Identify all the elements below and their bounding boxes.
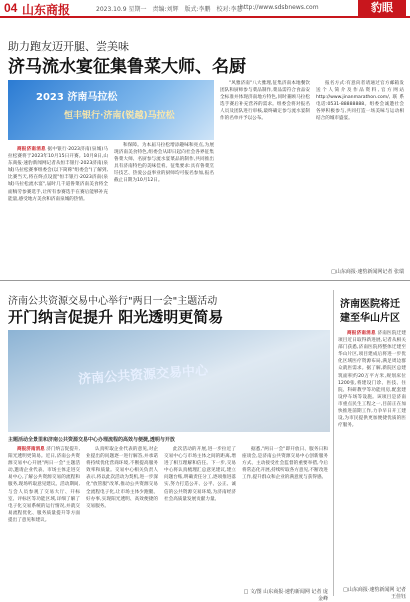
article1-text-col4: 报名方式:有意向者请通过官方邮箱发送个人简介及作品资料,官方网站http://www.jinanmarathon.com/,联系电话:0531-88888888。组委会诚邀社会各界积极参与,共同打造一场美味与运动相结合的城市盛宴。 [316,81,404,122]
article2-byline: □ 文/图 山东商报·速豹新闻网 记者 庞金峰 [243,589,328,602]
article1-title: 济马流水宴征集鲁菜大师、名厨 [8,57,246,77]
trading-center-photo [8,330,330,432]
article1-text-col2: 和保障。为本届马拉松增添趣味和亮点,为展现济南美食特色,组委会从即日起向社会各界征集鲁菜大师、名厨参与流水宴菜品的制作,共同推出具有济南特色的美味佳肴。征集要求:具有鲁菜烹饪技艺、热爱公益事业的厨师均可报名参加,报名截止日期为10月12日。 [114,143,214,184]
lead-tag-2: 商报济南消息 [17,447,45,452]
article2-text-col3: 此次活动的开展,进一步拉近了交易中心与市场主体之间的距离,增进了相互理解和信任。下一步,交易中心将认真梳理汇总意见建议,建立问题台账,明确责任分工,逐项推进落实,努力打造公开、公平、公正、诚信的公共资源交易环境,为济南经济社会高质量发展贡献力量。 [164,447,236,502]
header-url: http://www.sdsbnews.com [240,4,319,11]
article1-col4 [316,80,404,268]
photo-banner-text: 济南公共资源交易中心 [77,363,209,388]
section-label: 豹眼 [358,0,406,17]
photo-caption-text: 2023 济南马拉松 [36,92,118,103]
article2-title: 开门纳言促提升 阳光透明更简易 [8,308,224,326]
article2-col4 [242,446,328,586]
column-divider [333,290,334,596]
article2-text-col4: 据悉,"两日一会"即开放日、服务日和座谈会,是济南公共资源交易中心创新服务方式、主动接受社会监督的重要举措,今后将常态化开展,持续听取各方意见,不断改进工作,提升群众和企业的满意度与获得感。 [242,447,328,481]
lead-tag: 商报济南消息 [17,147,46,152]
article1-text-col1: 据中银行·2023济南(泉城)马拉松赛将于2023年10月15日开赛。10月8日,山东商报·速豹新闻网记者从恒丰银行·2023济南(泉城)马拉松赛事组委会(以下简称"组委会")了解到,比赛当天,将在终点设置"恒丰银行·2023济南(泉城)马拉松流水宴",届时几千道鲁菜济南美食将全面犒劳参赛选手,让所有参赛选手在赛后能够补充能量,感受地方美食和济南泉城的热情。 [8,147,108,202]
article2-subtitle: 济南公共资源交易中心举行"两日一会"主题活动 [8,296,218,307]
article1-byline: □山东商报·速豹新闻网记者 张瑞 [331,269,404,275]
photo-caption-text-2: 恒丰银行·济南(锐越)马拉松 [64,111,175,121]
article3-byline: □山东商报·速豹新闻网 记者 王佳钰 [343,587,406,600]
article1-col1 [8,146,108,274]
article2-col3 [164,446,236,596]
article3-title: 济南医院将迁建至华山片区 [340,299,400,324]
article2-text-col1: 济门纳言促提升,阳光透明更简易。近日,济南公共资源交易中心开展"两日一会"主题活动,邀请企业代表、市场主体走进交易中心,了解公共资源交易的流程和服务,现场听取意见建议。活动期间,与会人员参观了交易大厅、开标室、评标区等功能区域,详细了解了电子化交易系统的运行情况,并就交易流程优化、服务质量提升等方面提出了意见和建议。 [8,447,80,523]
page-number: 04 [4,1,18,15]
article3-body [338,330,406,584]
article1-text-col3: "风雅济南"八大雅理,征集济南本地餐饮团队和厨师参与菜品制作,菜品需符合食品安全标准并体现济南地方特色,同时兼顾马拉松选手赛后补充营养的需求。组委会将对报名人员及团队进行审核,最终确定参与流水宴制作的名单并予以公布。 [220,81,310,122]
article1-subtitle: 助力跑友迈开腿、尝美味 [8,40,129,53]
page-header [0,0,410,18]
header-info: 2023.10.9 星期一 责编:刘辉 版式:李鹏 校对:李慧 [96,6,243,13]
section-divider [0,280,410,281]
lead-tag-3: 商报济南消息 [347,331,376,336]
article2-col2 [86,446,158,596]
article1-col2 [114,80,214,274]
article2-photo-caption: 主题活动全景里和济南公共资源交易中心办理流程的高效与便捷,透明与开放 [8,437,175,443]
article2-text-col2: 认真听取企业代表的意见,对企业提出的问题逐一进行解答,并承诺将持续优化营商环境,不断提高服务效率和质量。交易中心相关负责人表示,将以此次活动为契机,进一步深化"放管服"改革,推动公共资源交易全流程电子化,让市场主体少跑腿、好办事,实现阳光透明、高效便捷的交易服务。 [86,447,158,509]
article3-text: 济南医院迁建项目近日取得新进展,记者从相关部门获悉,济南医院将整体迁建至华山片区,项目建成后将进一步优化区域医疗资源布局,满足周边群众就医需求。据了解,新院区总建筑面积约20万平方米,规划床位1200张,将建设门诊、医技、住院、科研教学等功能用房,配套建设停车场等设施。该项目是济南市重点民生工程之一,目前正在加快推进前期工作,力争早日开工建设,为市民提供更加便捷优质的医疗服务。 [338,331,406,429]
newspaper-name: 山东商报 [22,3,71,17]
article2-col1 [8,446,80,596]
article1-col3 [220,80,310,274]
